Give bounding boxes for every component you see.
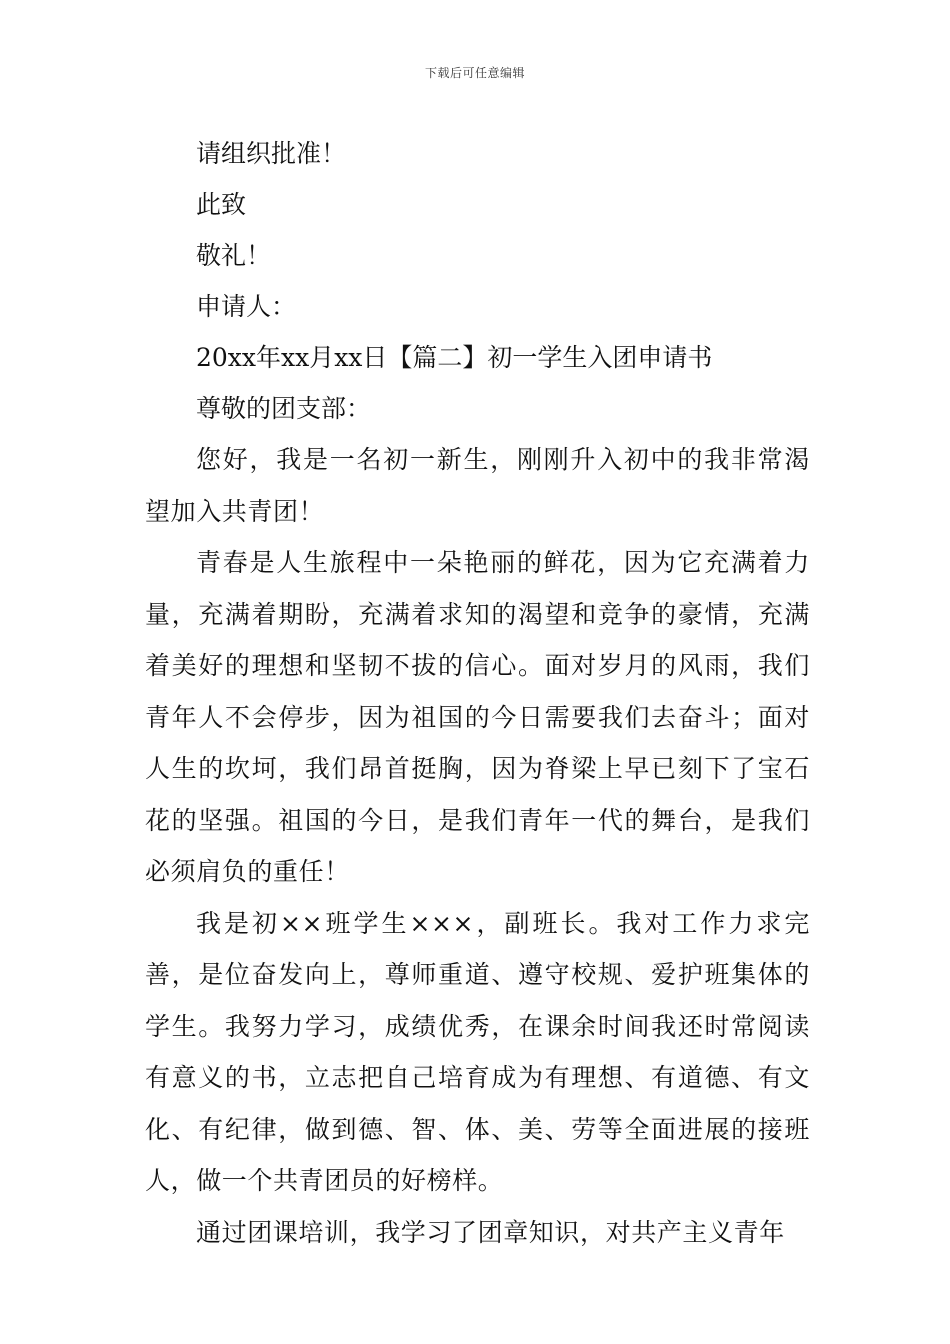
paragraph-greeting: 您好，我是一名初一新生，刚刚升入初中的我非常渴望加入共青团！ xyxy=(145,445,810,526)
page-header: 下载后可任意编辑 xyxy=(424,66,525,80)
document-body xyxy=(145,128,810,1258)
paragraph-youth: 青春是人生旅程中一朵艳丽的鲜花，因为它充满着力量，充满着期盼，充满着求知的渴望和竞争的豪情，充满着美好的理想和坚韧不拔的信心。面对岁月的风雨，我们青年人不会停步，因为祖国的今日需要我们去奋斗；面对人生的坎坷，我们昂首挺胸，因为脊梁上早已刻下了宝石花的坚强。祖国的今日，是我们青年一代的舞台，是我们必须肩负的重任！ xyxy=(145,548,810,886)
applicant-line: 申请人： xyxy=(196,292,297,321)
salutation-line: 尊敬的团支部： xyxy=(196,394,372,423)
closing-cizhi-line: 此致 xyxy=(196,190,247,219)
closing-jingli-line: 敬礼！ xyxy=(196,241,272,270)
closing-approve-line: 请组织批准！ xyxy=(196,139,347,168)
date-and-title-line: 20xx年xx月xx日【篇二】初一学生入团申请书 xyxy=(196,343,713,372)
paragraph-training: 通过团课培训，我学习了团章知识，对共产主义青年 xyxy=(196,1217,785,1247)
paragraph-self-intro: 我是初××班学生×××，副班长。我对工作力求完善，是位奋发向上，尊师重道、遵守校规、爱护班集体的学生。我努力学习，成绩优秀，在课余时间我还时常阅读有意义的书，立志把自己培育成为有理想、有道德、有文化、有纪律，做到德、智、体、美、劳等全面进展的接班人，做一个共青团员的好榜样。 xyxy=(145,908,810,1195)
